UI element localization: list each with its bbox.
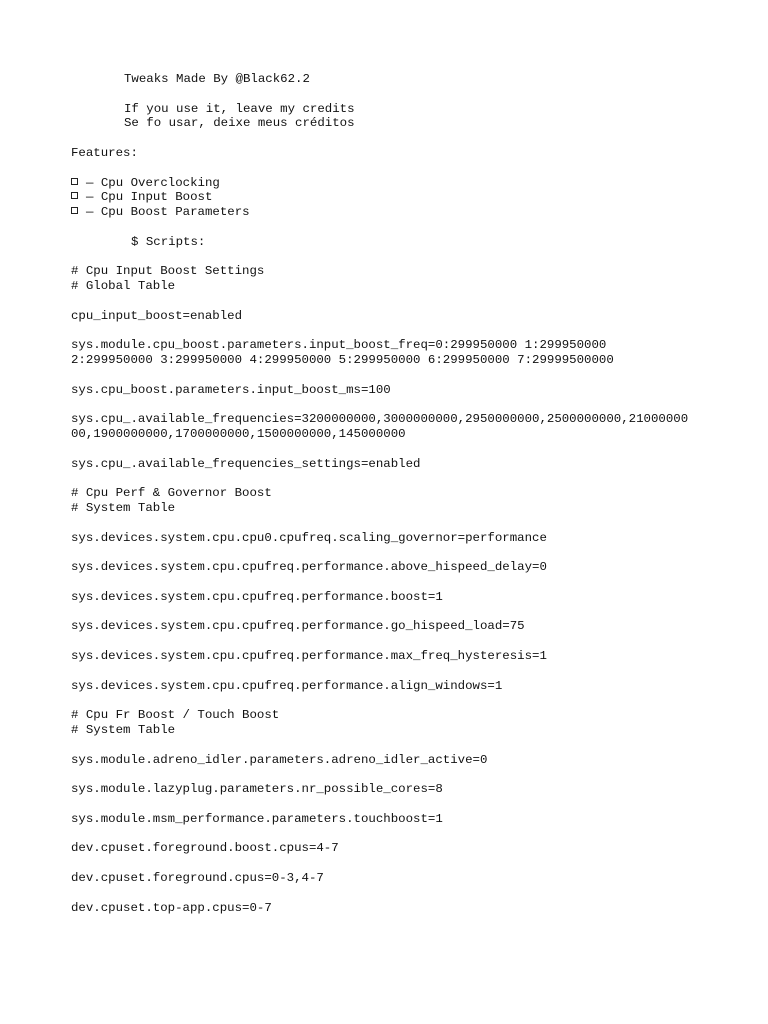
scripts-title: $ Scripts: [131, 234, 206, 249]
config-line: sys.devices.system.cpu.cpufreq.performance.max_freq_hysteresis=1 [71, 649, 547, 664]
config-line: 00,1900000000,1700000000,1500000000,145000000 [71, 427, 406, 442]
config-line: sys.devices.system.cpu.cpufreq.performance.boost=1 [71, 589, 443, 604]
config-line: sys.module.lazyplug.parameters.nr_possible_cores=8 [71, 782, 443, 797]
checkbox-bullet-icon [71, 207, 78, 214]
config-line: sys.module.cpu_boost.parameters.input_boost_freq=0:299950000 1:299950000 [71, 338, 607, 353]
checkbox-bullet-icon [71, 192, 78, 199]
config-line: dev.cpuset.foreground.cpus=0-3,4-7 [71, 871, 324, 886]
features-title: Features: [71, 145, 138, 160]
feature-item [71, 205, 751, 220]
config-line: sys.module.msm_performance.parameters.touchboost=1 [71, 811, 443, 826]
config-line: sys.cpu_boost.parameters.input_boost_ms=100 [71, 382, 391, 397]
feature-item [71, 176, 751, 191]
feature-item-label: — Cpu Input Boost [86, 190, 213, 205]
feature-item-label: — Cpu Boost Parameters [86, 205, 250, 220]
config-line: sys.devices.system.cpu.cpufreq.performance.above_hispeed_delay=0 [71, 560, 547, 575]
section-comment: # System Table [71, 501, 176, 516]
feature-item [71, 190, 751, 205]
config-line: sys.module.adreno_idler.parameters.adreno_idler_active=0 [71, 752, 488, 767]
document-body [71, 72, 751, 915]
config-line: dev.cpuset.top-app.cpus=0-7 [71, 900, 272, 915]
config-line: dev.cpuset.foreground.boost.cpus=4-7 [71, 841, 339, 856]
config-line: sys.cpu_.available_frequencies=3200000000,3000000000,2950000000,2500000000,21000000 [71, 412, 689, 427]
config-line: cpu_input_boost=enabled [71, 308, 243, 323]
credit-note-en: If you use it, leave my credits [124, 101, 355, 116]
section-comment: # Cpu Fr Boost / Touch Boost [71, 708, 280, 723]
section-comment: # Cpu Input Boost Settings [71, 264, 265, 279]
section-comment: # System Table [71, 723, 176, 738]
config-line: 2:299950000 3:299950000 4:299950000 5:299950000 6:299950000 7:29999500000 [71, 353, 614, 368]
credit-note-pt: Se fo usar, deixe meus créditos [124, 116, 355, 131]
checkbox-bullet-icon [71, 178, 78, 185]
section-comment: # Cpu Perf & Governor Boost [71, 486, 272, 501]
config-line: sys.cpu_.available_frequencies_settings=enabled [71, 456, 421, 471]
section-comment: # Global Table [71, 279, 176, 294]
feature-item-label: — Cpu Overclocking [86, 175, 220, 190]
config-line: sys.devices.system.cpu.cpufreq.performance.go_hispeed_load=75 [71, 619, 525, 634]
config-line: sys.devices.system.cpu.cpufreq.performance.align_windows=1 [71, 678, 503, 693]
config-line: sys.devices.system.cpu.cpu0.cpufreq.scaling_governor=performance [71, 530, 547, 545]
credit-line: Tweaks Made By @Black62.2 [124, 72, 310, 86]
